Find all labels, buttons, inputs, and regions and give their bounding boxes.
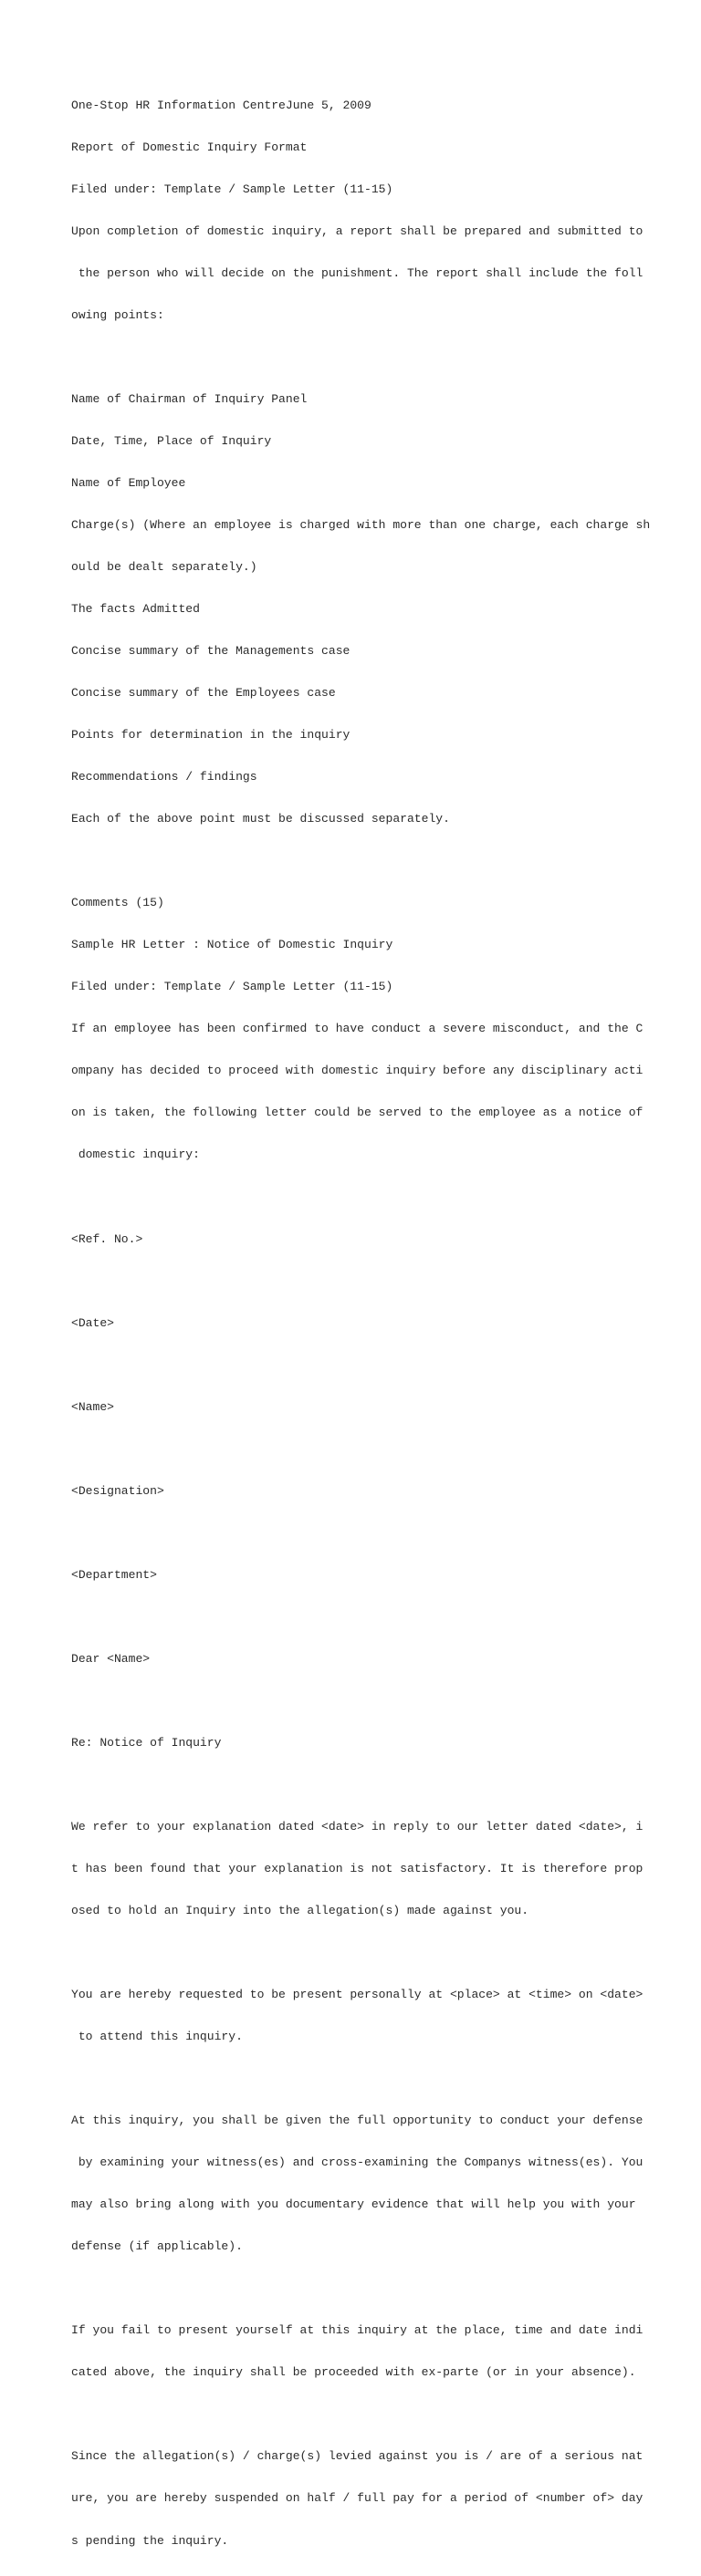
text-line: defense (if applicable). [71,2239,243,2254]
text-line [71,1274,650,1288]
text-line [71,2281,650,2295]
text-line [71,2072,650,2085]
text-line: to attend this inquiry. [71,2030,243,2044]
text-line: Report of Domestic Inquiry Format [71,140,308,154]
text-line: owing points: [71,307,164,322]
text-line: <Department> [71,1567,157,1582]
text-line: may also bring along with you documentary evidence that will help you with your [71,2197,636,2212]
text-line: Upon completion of domestic inquiry, a report shall be prepared and submitted to [71,223,643,238]
text-line: <Date> [71,1315,114,1330]
text-line: by examining your witness(es) and cross-examining the Companys witness(es). You [71,2155,643,2170]
text-line: Recommendations / findings [71,770,257,784]
text-line: domestic inquiry: [71,1148,200,1162]
text-line [71,350,650,364]
text-line: t has been found that your explanation is not satisfactory. It is therefore prop [71,1862,643,1875]
text-line: Points for determination in the inquiry [71,728,350,743]
text-line: If you fail to present yourself at this inquiry at the place, time and date indi [71,2323,643,2338]
text-line: Name of Employee [71,475,186,490]
text-line: If an employee has been confirmed to have conduct a severe misconduct, and the C [71,1022,643,1036]
text-line: ould be dealt separately.) [71,560,257,575]
text-line: We refer to your explanation dated <date> in reply to our letter dated <date>, i [71,1819,643,1833]
text-line: Dear <Name> [71,1651,151,1666]
text-line: Since the allegation(s) / charge(s) levied against you is / are of a serious nat [71,2449,643,2464]
text-line: <Name> [71,1399,114,1414]
text-line: At this inquiry, you shall be given the full opportunity to conduct your defense [71,2114,643,2128]
text-line [71,1946,650,1959]
text-line: Each of the above point must be discussed separately. [71,812,450,826]
text-line: <Designation> [71,1483,164,1498]
text-line [71,1526,650,1540]
text-line: Sample HR Letter : Notice of Domestic Inquiry [71,938,393,952]
text-line [71,1694,650,1708]
text-line [71,2407,650,2421]
text-line: Filed under: Template / Sample Letter (11-15) [71,182,393,196]
text-line [71,854,650,867]
text-line: Name of Chairman of Inquiry Panel [71,391,308,406]
text-line: Concise summary of the Managements case [71,644,350,659]
text-line: Date, Time, Place of Inquiry [71,433,272,448]
text-line: on is taken, the following letter could be served to the employee as a notice of [71,1106,643,1120]
text-line: Charge(s) (Where an employee is charged with more than one charge, each charge sh [71,518,651,532]
text-line [71,1358,650,1372]
text-line: One-Stop HR Information CentreJune 5, 2009 [71,98,371,112]
text-line: Filed under: Template / Sample Letter (11-15) [71,980,393,994]
text-line: Concise summary of the Employees case [71,686,336,701]
text-line: You are hereby requested to be present personally at <place> at <time> on <date> [71,1988,643,2002]
text-line: <Ref. No.> [71,1231,143,1246]
text-line: ure, you are hereby suspended on half / full pay for a period of <number of> day [71,2491,643,2506]
text-line [71,1610,650,1624]
text-line: Re: Notice of Inquiry [71,1735,222,1750]
text-line: cated above, the inquiry shall be proceeded with ex-parte (or in your absence). [71,2365,636,2380]
text-line: s pending the inquiry. [71,2533,229,2548]
text-line: the person who will decide on the punishment. The report shall include the foll [71,265,643,280]
document-text [71,70,650,2576]
text-line: The facts Admitted [71,602,200,617]
text-line [71,1442,650,1456]
text-line: ompany has decided to proceed with domestic inquiry before any disciplinary acti [71,1064,643,1078]
text-line: osed to hold an Inquiry into the allegation(s) made against you. [71,1904,529,1918]
text-line: Comments (15) [71,896,164,910]
text-line [71,1778,650,1792]
text-line [71,1190,650,1204]
